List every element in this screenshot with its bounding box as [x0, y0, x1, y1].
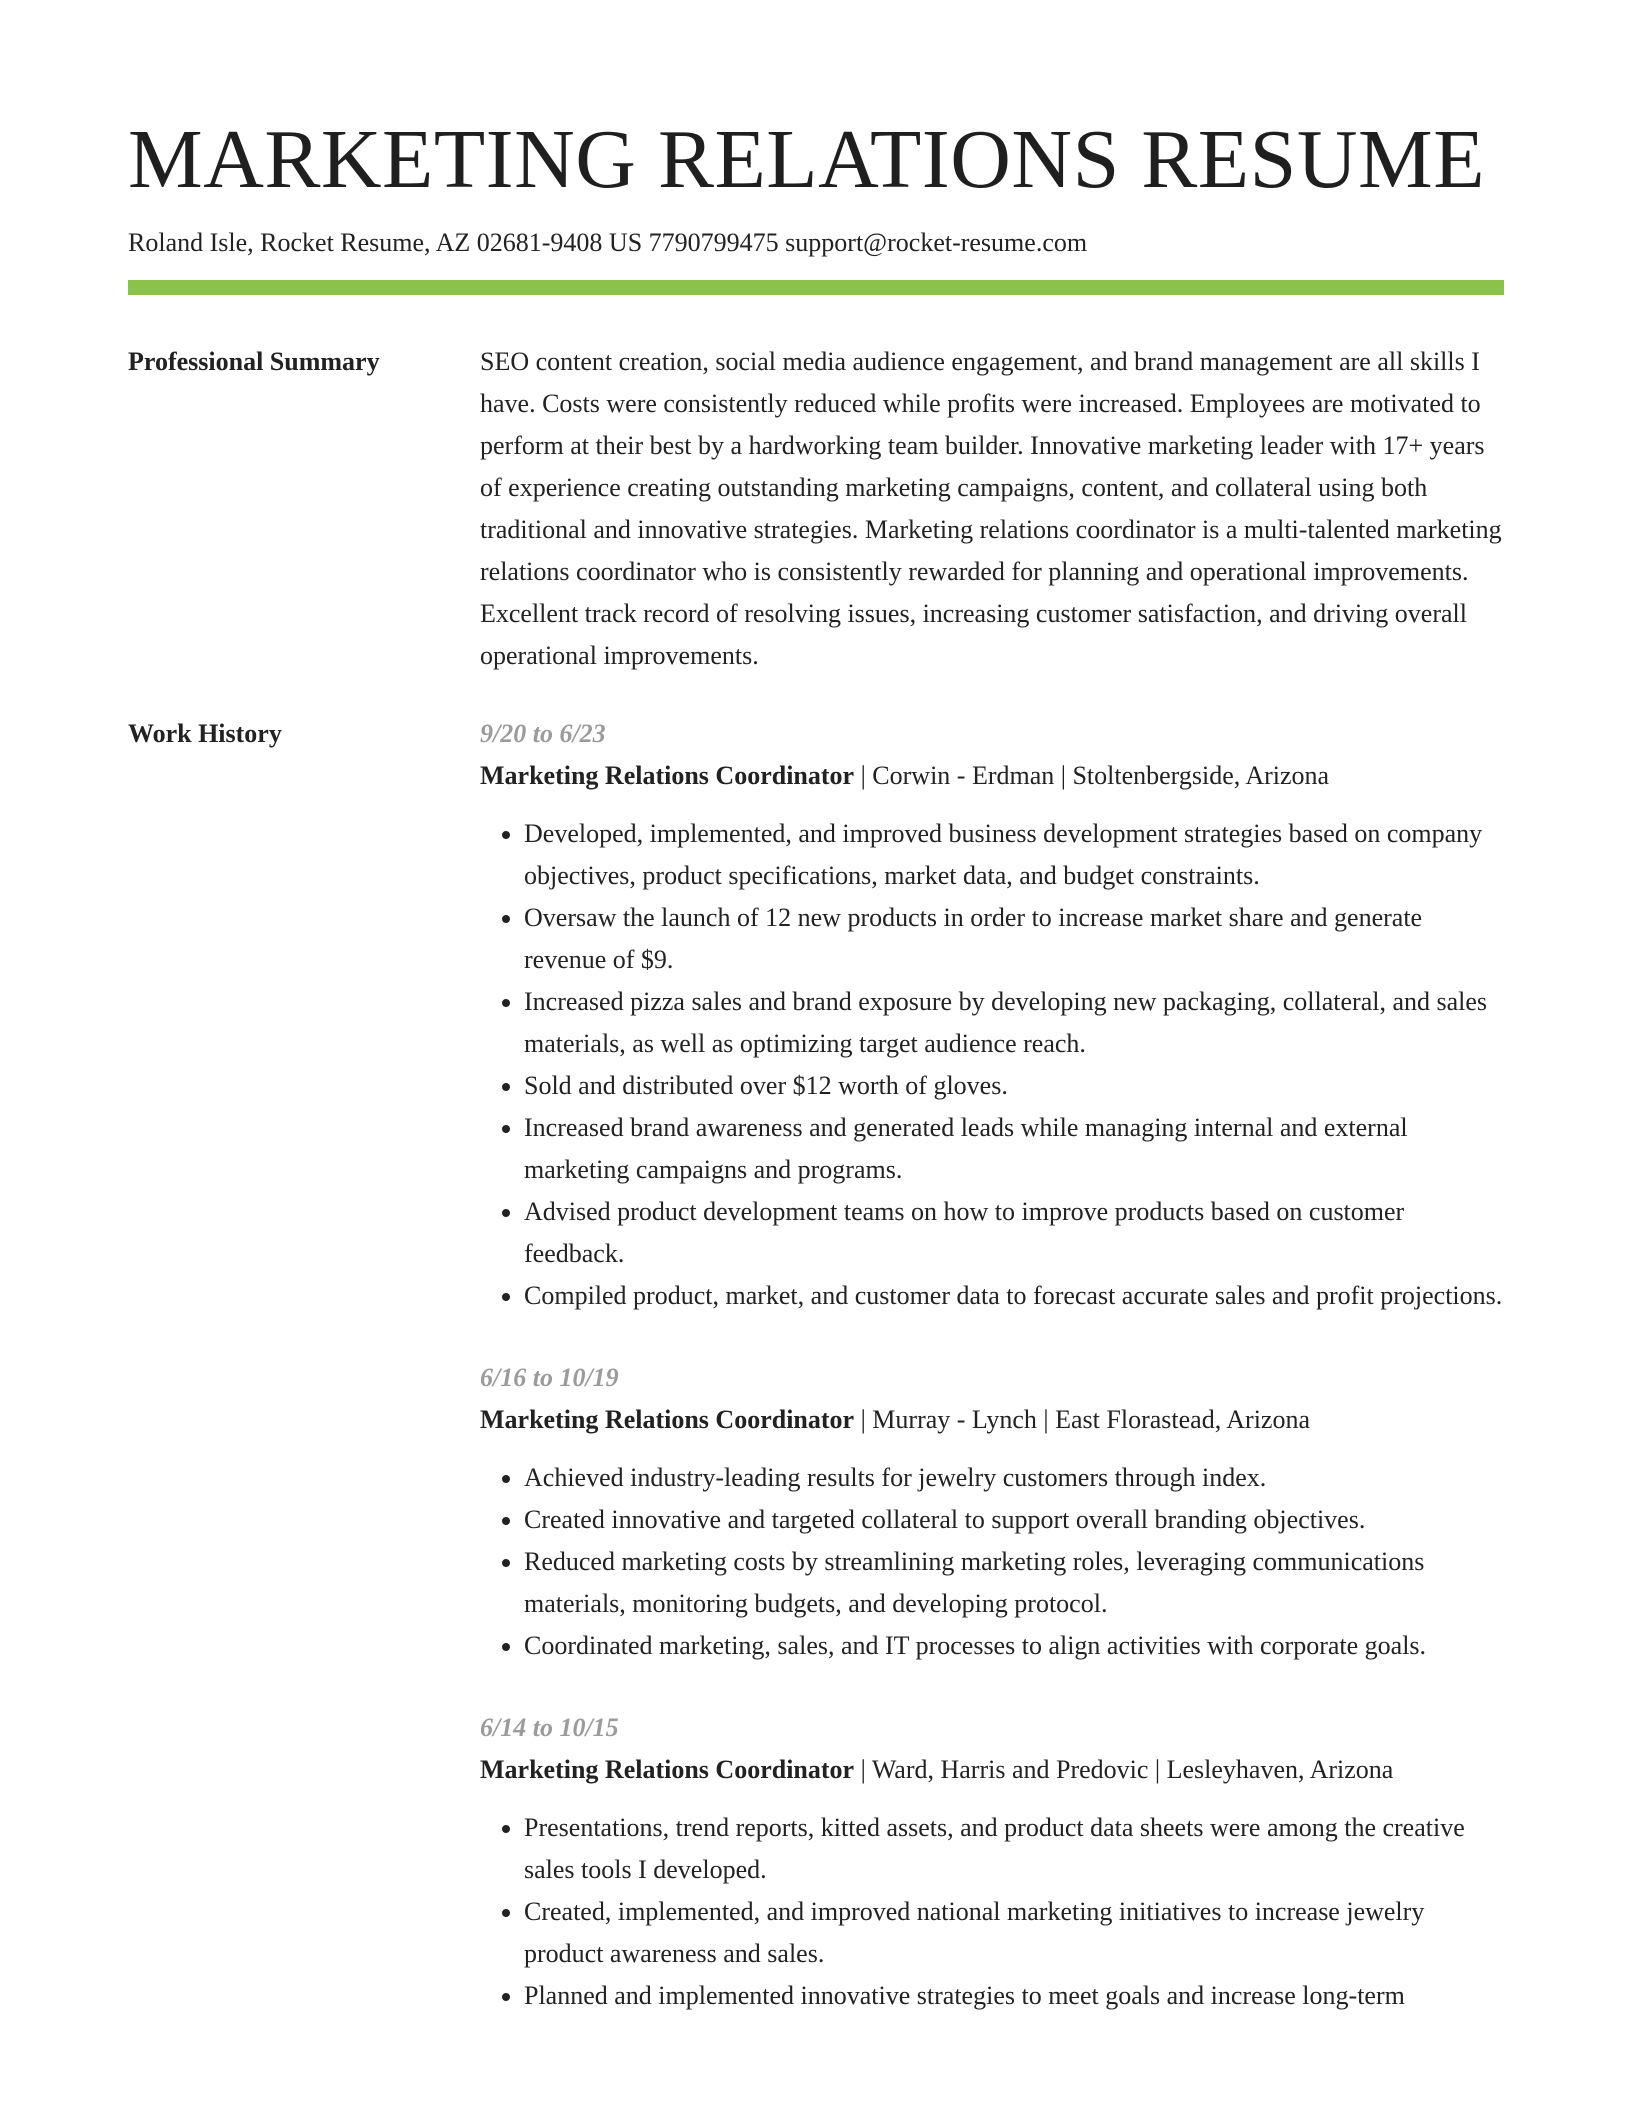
job-heading [480, 1399, 1504, 1441]
job-heading [480, 755, 1504, 797]
job-dates: 6/14 to 10/15 [480, 1712, 619, 1742]
job-bullet: • Reduced marketing costs by streamlining marketing roles, leveraging communications materials, monitoring budgets, and developing protocol. [524, 1541, 1504, 1625]
accent-divider [128, 280, 1504, 295]
job-bullet: • Increased pizza sales and brand exposure by developing new packaging, collateral, and sales materials, as well as optimizing target audience reach. [524, 981, 1504, 1065]
job-details: | Murray - Lynch | East Florastead, Arizona [854, 1404, 1310, 1434]
job-bullet-list [480, 1457, 1504, 1667]
job-bullet: • Increased brand awareness and generated leads while managing internal and external marketing campaigns and programs. [524, 1107, 1504, 1191]
job-bullet-list [480, 1807, 1504, 2017]
job-bullet: • Presentations, trend reports, kitted assets, and product data sheets were among the creative sales tools I developed. [524, 1807, 1504, 1891]
job-heading [480, 1749, 1504, 1791]
job-details: | Ward, Harris and Predovic | Lesleyhaven, Arizona [854, 1754, 1394, 1784]
job-dates: 9/20 to 6/23 [480, 718, 606, 748]
job-bullet: • Achieved industry-leading results for jewelry customers through index. [524, 1457, 1504, 1499]
job-bullet: • Sold and distributed over $12 worth of gloves. [524, 1065, 1504, 1107]
job-bullet: • Developed, implemented, and improved business development strategies based on company objectives, product specifications, market data, and budget constraints. [524, 813, 1504, 897]
professional-summary-section [128, 341, 1504, 677]
summary-body [480, 341, 1504, 677]
job-bullet: • Coordinated marketing, sales, and IT processes to align activities with corporate goals. [524, 1625, 1504, 1667]
job-bullet: • Planned and implemented innovative strategies to meet goals and increase long-term [524, 1975, 1504, 2017]
work-history-body [480, 713, 1504, 2057]
section-heading-work-history: Work History [128, 718, 282, 748]
resume-page [128, 0, 1504, 2057]
summary-paragraph: SEO content creation, social media audience engagement, and brand management are all skills I have. Costs were consistently reduced while profits were increased. Employees are motivated to perform at their best by a hardworking team builder. Innovative marketing leader with 17+ years of experience creating outstanding marketing campaigns, content, and collateral using both traditional and innovative strategies. Marketing relations coordinator is a multi-talented marketing relations coordinator who is consistently rewarded for planning and operational improvements. Excellent track record of resolving issues, increasing customer satisfaction, and driving overall operational improvements. [480, 346, 1502, 670]
job-entry [480, 1707, 1504, 2017]
work-history-section [128, 713, 1504, 2057]
contact-line: Roland Isle, Rocket Resume, AZ 02681-9408 US 7790799475 support@rocket-resume.com [128, 228, 1088, 257]
job-bullet: • Oversaw the launch of 12 new products in order to increase market share and generate revenue of $9. [524, 897, 1504, 981]
job-title: Marketing Relations Coordinator [480, 1754, 855, 1784]
job-bullet: • Advised product development teams on how to improve products based on customer feedback. [524, 1191, 1504, 1275]
job-title: Marketing Relations Coordinator [480, 1404, 855, 1434]
resume-title: MARKETING RELATIONS RESUME [128, 113, 1485, 206]
job-entry [480, 1357, 1504, 1667]
job-bullet-list [480, 813, 1504, 1317]
job-dates: 6/16 to 10/19 [480, 1362, 619, 1392]
job-bullet: • Created innovative and targeted collateral to support overall branding objectives. [524, 1499, 1504, 1541]
job-entry [480, 713, 1504, 1317]
job-details: | Corwin - Erdman | Stoltenbergside, Arizona [854, 760, 1330, 790]
job-bullet: • Created, implemented, and improved national marketing initiatives to increase jewelry product awareness and sales. [524, 1891, 1504, 1975]
job-bullet: • Compiled product, market, and customer data to forecast accurate sales and profit projections. [524, 1275, 1504, 1317]
section-heading-summary: Professional Summary [128, 346, 380, 376]
job-title: Marketing Relations Coordinator [480, 760, 855, 790]
